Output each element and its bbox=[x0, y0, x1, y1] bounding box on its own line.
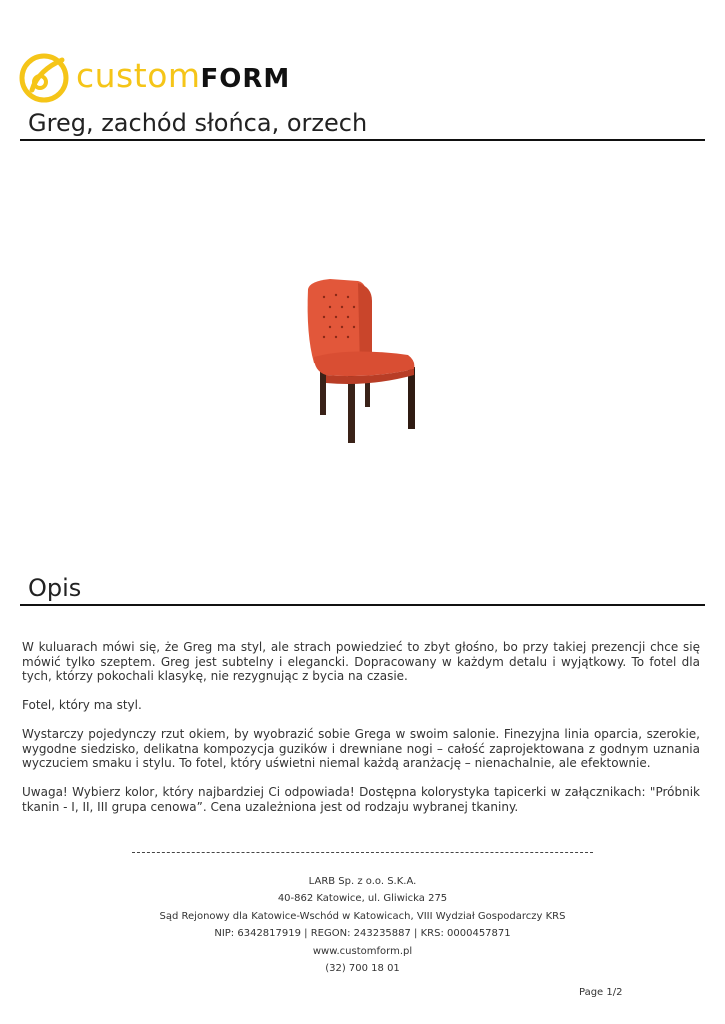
description-paragraph: Uwaga! Wybierz kolor, który najbardziej Ci odpowiada! Dostępna kolorystyka tapicerki w załącznikach: "Próbnik tkanin - I, II, III grupa cenowa”. Cena uzależniona jest od rodzaju wybranej tkaniny. bbox=[22, 785, 700, 814]
description-paragraph: Fotel, który ma styl. bbox=[22, 698, 142, 712]
product-image bbox=[300, 275, 425, 445]
product-title: Greg, zachód słońca, orzech bbox=[20, 108, 705, 141]
footer-phone: (32) 700 18 01 bbox=[325, 963, 400, 975]
footer-address: 40-862 Katowice, ul. Gliwicka 275 bbox=[277, 893, 448, 905]
description-paragraph: W kuluarach mówi się, że Greg ma styl, ale strach powiedzieć to zbyt głośno, bo przy takiej prezencji chce się mówić tylko szeptem. Greg jest subtelny i elegancki. Dopracowany w każdym detalu i wyjątkowy. To fotel dla tych, którzy pokochali klasykę, nie rezygnując z bycia na czasie. bbox=[22, 640, 700, 683]
customform-logo-icon bbox=[18, 50, 70, 104]
section-heading-opis: Opis bbox=[20, 573, 705, 606]
product-description bbox=[22, 640, 700, 829]
footer-divider bbox=[132, 852, 593, 854]
footer-website[interactable]: www.customform.pl bbox=[312, 945, 413, 957]
description-paragraph: Wystarczy pojedynczy rzut okiem, by wyobrazić sobie Grega w swoim salonie. Finezyjna linia oparcia, szerokie, wygodne siedzisko, delikatna kompozycja guzików i drewniane nogi – całość zaprojektowana z godnym uznania wyczuciem smaku i stylu. To fotel, który uświetni niemal każdą aranżację – nienachalnie, ale efektownie. bbox=[22, 727, 700, 770]
footer-ids: NIP: 6342817919 | REGON: 243235887 | KRS: 0000457871 bbox=[214, 928, 511, 940]
company-footer bbox=[0, 873, 725, 977]
logo-text-custom: custom bbox=[76, 56, 201, 95]
page-number: Page 1/2 bbox=[579, 987, 623, 998]
logo-wordmark bbox=[76, 56, 290, 99]
customform-logo bbox=[18, 50, 291, 106]
footer-court: Sąd Rejonowy dla Katowice-Wschód w Katowicach, VIII Wydział Gospodarczy KRS bbox=[159, 910, 566, 922]
footer-company: LARB Sp. z o.o. S.K.A. bbox=[308, 876, 417, 887]
logo-text-form: FORM bbox=[200, 64, 291, 94]
